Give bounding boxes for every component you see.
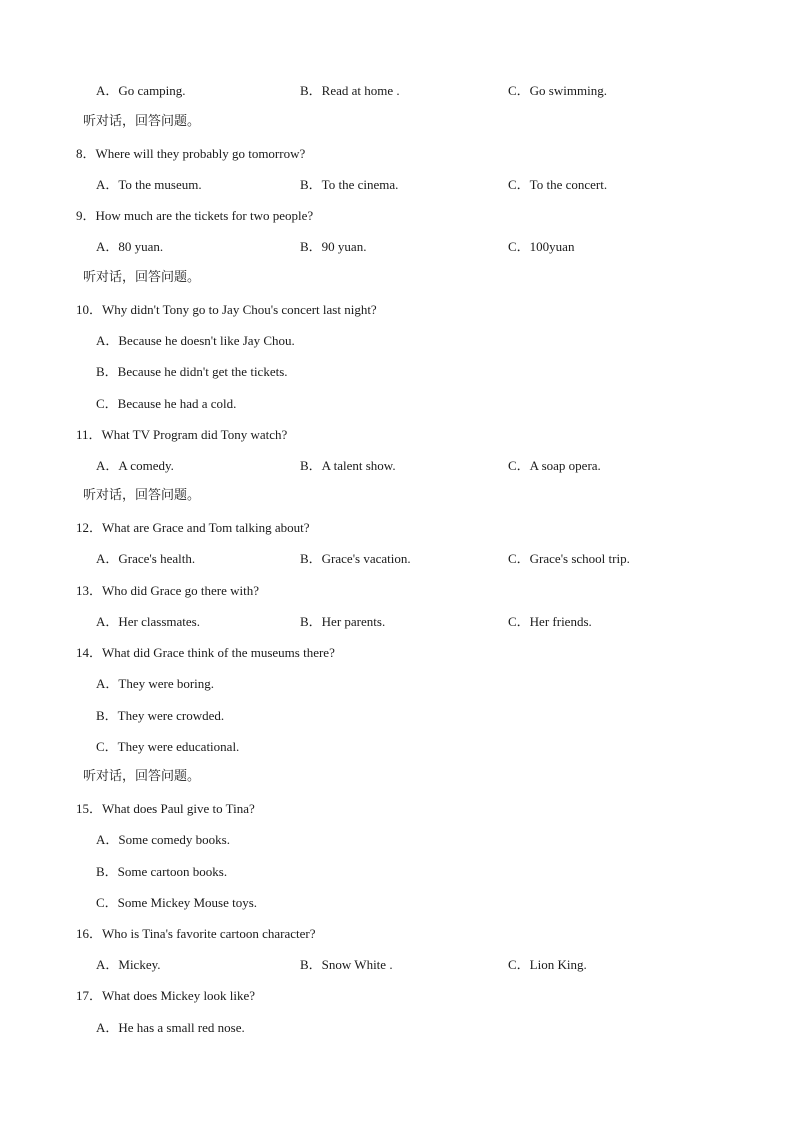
question-8: 8．Where will they probably go tomorrow? bbox=[76, 146, 306, 161]
option-b: B．90 yuan. bbox=[300, 239, 367, 254]
section-instruction: 听对话，回答问题。 bbox=[83, 270, 201, 285]
option-a: A．Go camping. bbox=[96, 83, 186, 98]
option-a: A．To the museum. bbox=[96, 177, 202, 192]
option-c: C．A soap opera. bbox=[508, 458, 601, 473]
option-c: C．Grace's school trip. bbox=[508, 551, 630, 566]
option-a: A．Because he doesn't like Jay Chou. bbox=[96, 333, 295, 348]
option-a: A．A comedy. bbox=[96, 458, 174, 473]
question-14: 14．What did Grace think of the museums there? bbox=[76, 645, 335, 660]
option-a: A．They were boring. bbox=[96, 676, 215, 691]
question-17: 17．What does Mickey look like? bbox=[76, 988, 256, 1003]
question-10: 10．Why didn't Tony go to Jay Chou's concert last night? bbox=[76, 302, 377, 317]
section-instruction: 听对话，回答问题。 bbox=[83, 769, 201, 784]
option-b: B．Some cartoon books. bbox=[96, 864, 228, 879]
option-b: B．A talent show. bbox=[300, 458, 396, 473]
option-c: C．Because he had a cold. bbox=[96, 396, 237, 411]
option-c: C．100yuan bbox=[508, 239, 575, 254]
option-c: C．Go swimming. bbox=[508, 83, 607, 98]
section-instruction: 听对话，回答问题。 bbox=[83, 488, 201, 503]
question-9: 9．How much are the tickets for two people? bbox=[76, 208, 314, 223]
option-a: A．He has a small red nose. bbox=[96, 1020, 245, 1035]
question-12: 12．What are Grace and Tom talking about? bbox=[76, 520, 310, 535]
option-b: B．To the cinema. bbox=[300, 177, 399, 192]
question-11: 11．What TV Program did Tony watch? bbox=[76, 427, 288, 442]
option-a: A．Mickey. bbox=[96, 957, 161, 972]
option-a: A．Grace's health. bbox=[96, 551, 196, 566]
question-13: 13．Who did Grace go there with? bbox=[76, 583, 260, 598]
option-a: A．80 yuan. bbox=[96, 239, 164, 254]
option-c: C．Some Mickey Mouse toys. bbox=[96, 895, 258, 910]
option-b: B．Grace's vacation. bbox=[300, 551, 411, 566]
option-b: B．Read at home . bbox=[300, 83, 400, 98]
option-c: C．They were educational. bbox=[96, 739, 240, 754]
option-b: B．Because he didn't get the tickets. bbox=[96, 364, 288, 379]
question-16: 16．Who is Tina's favorite cartoon character? bbox=[76, 926, 316, 941]
option-c: C．To the concert. bbox=[508, 177, 608, 192]
option-b: B．Snow White . bbox=[300, 957, 393, 972]
option-a: A．Her classmates. bbox=[96, 614, 200, 629]
question-15: 15．What does Paul give to Tina? bbox=[76, 801, 255, 816]
option-b: B．Her parents. bbox=[300, 614, 386, 629]
option-a: A．Some comedy books. bbox=[96, 832, 230, 847]
option-c: C．Her friends. bbox=[508, 614, 592, 629]
option-b: B．They were crowded. bbox=[96, 708, 225, 723]
section-instruction: 听对话，回答问题。 bbox=[83, 114, 201, 129]
option-c: C．Lion King. bbox=[508, 957, 587, 972]
